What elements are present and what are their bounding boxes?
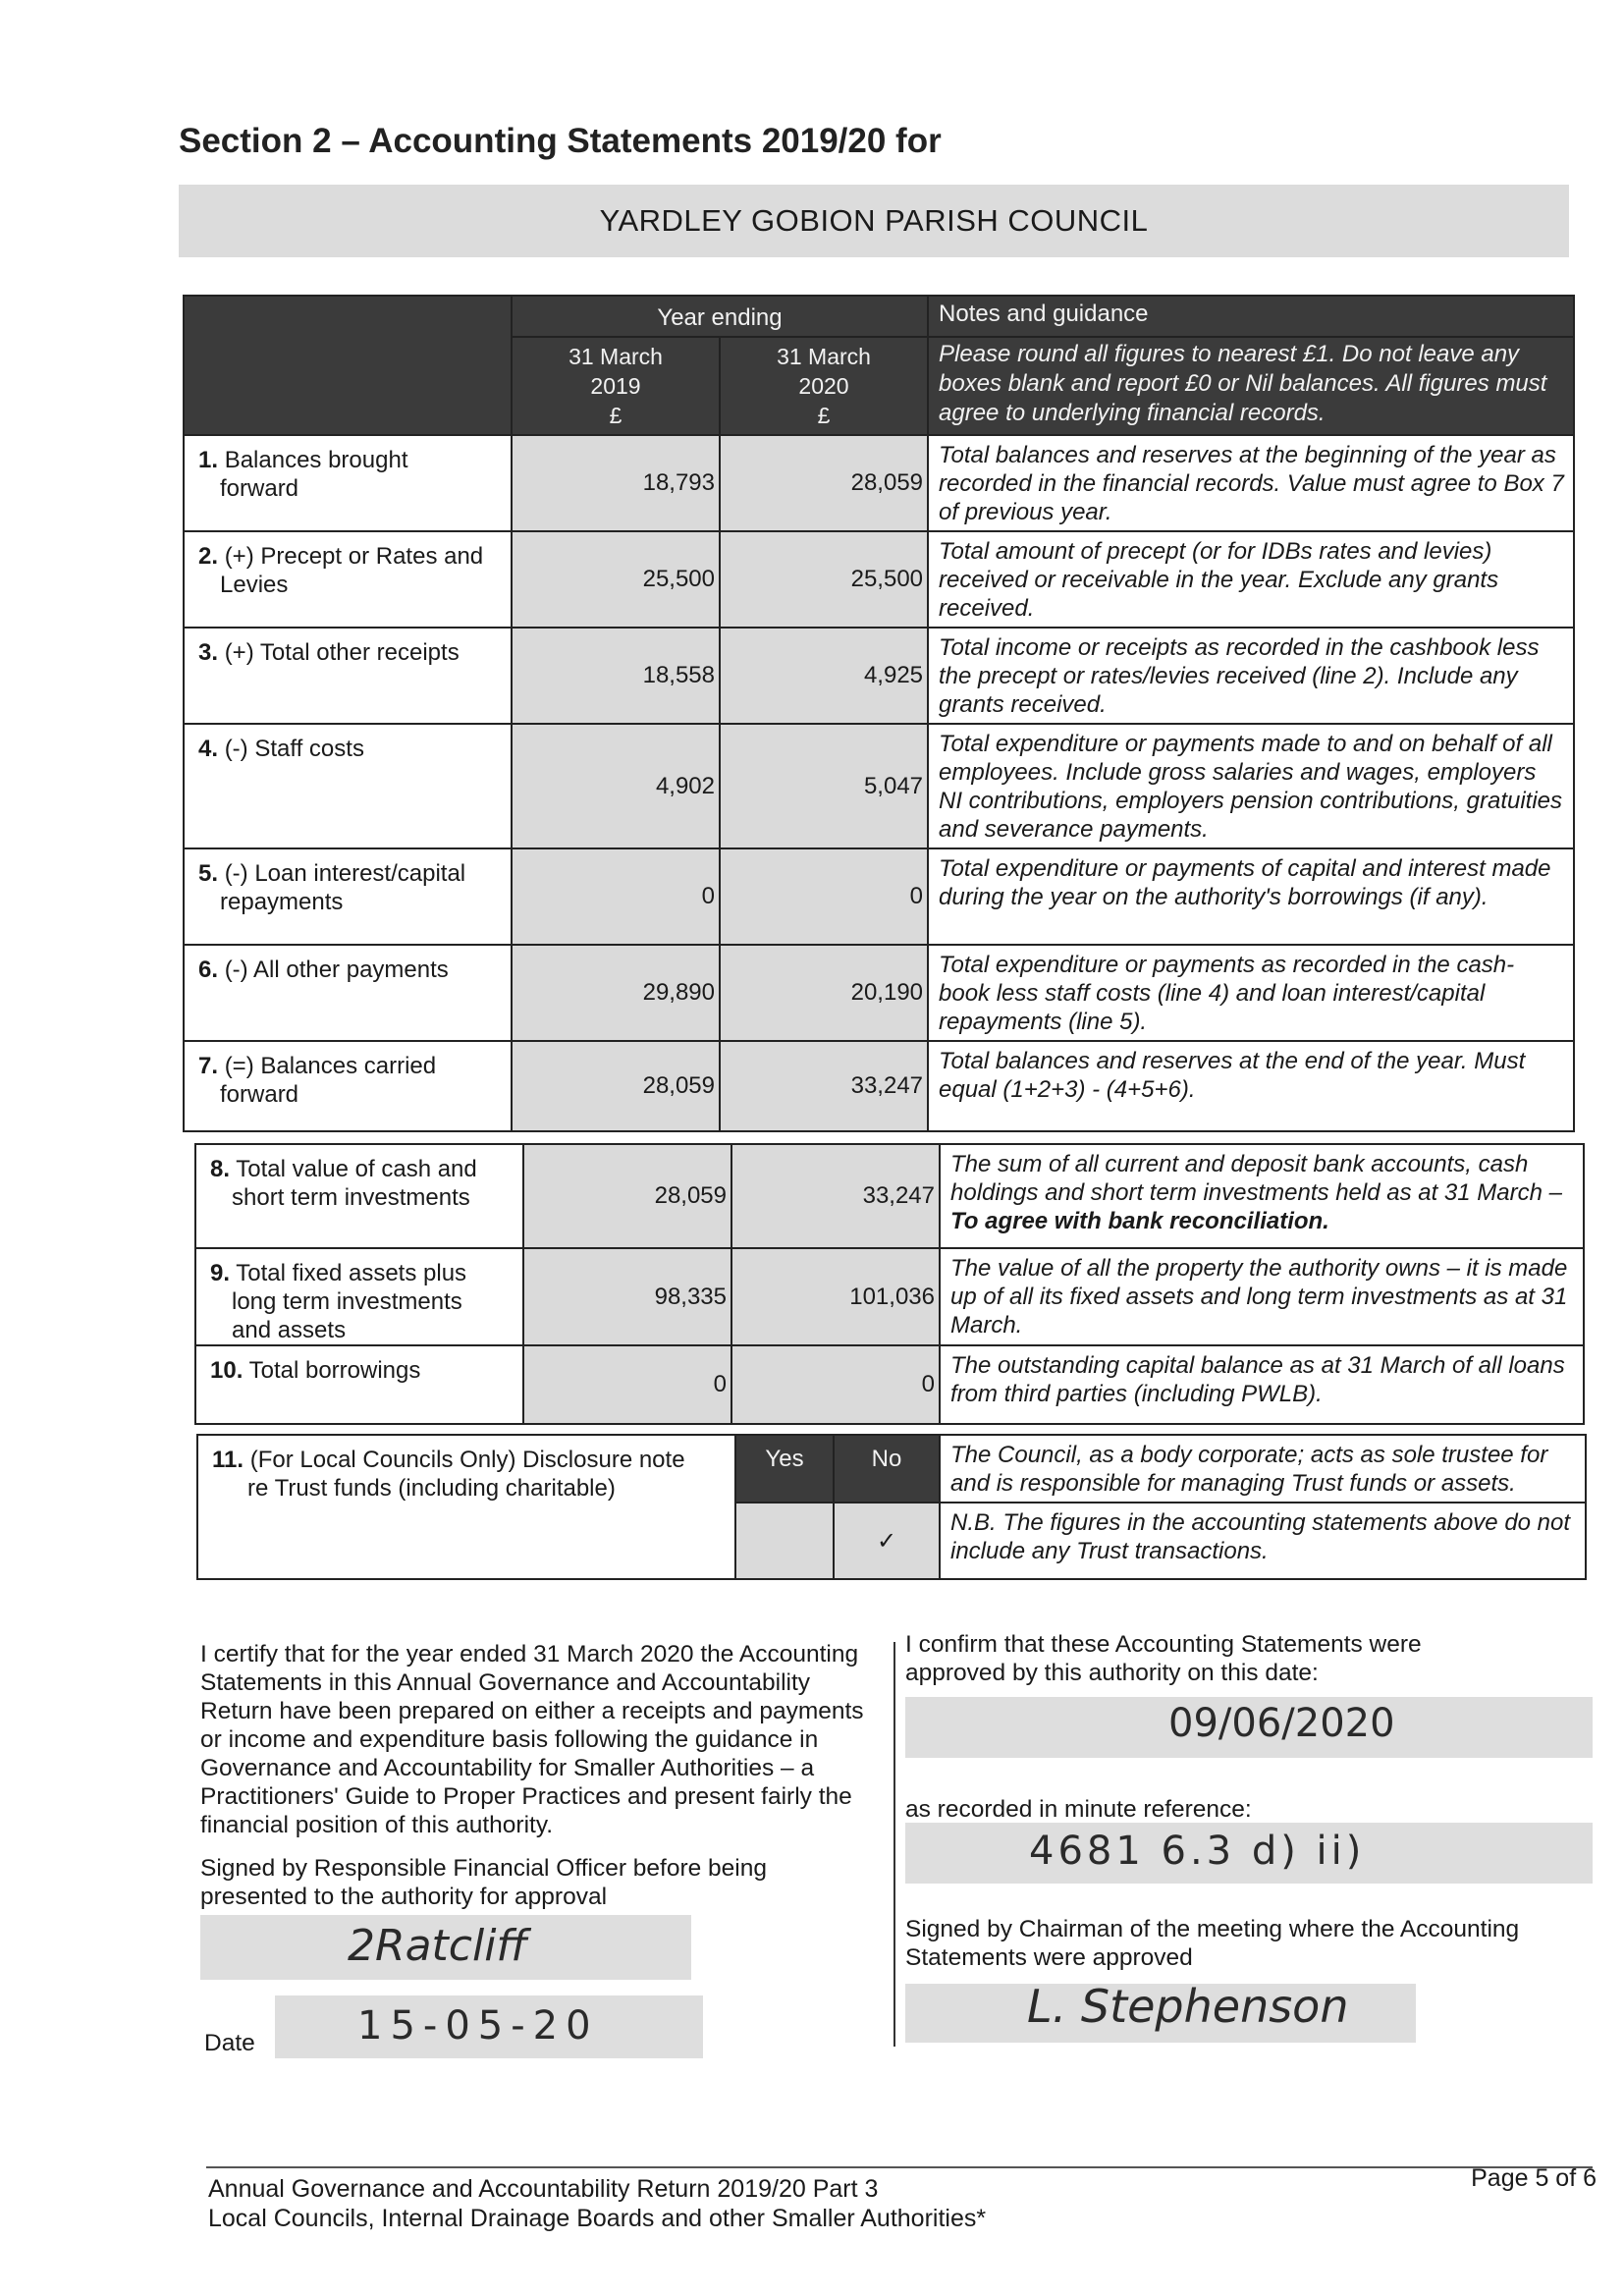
footer-line-1: Annual Governance and Accountability Return 2019/20 Part 3 [208,2175,879,2203]
table-row [195,1248,1584,1345]
row-label: 9. Total fixed assets plus long term investments and assets [195,1248,523,1345]
col-2020-header [720,337,928,435]
table-row [184,945,1574,1041]
approval-date-value: 09/06/2020 [1168,1701,1395,1746]
footer-text [208,2174,986,2233]
col-2020-line3: £ [817,403,831,428]
rfo-certification-text: I certify that for the year ended 31 March 2020 the Accounting Statements in this Annual Governance and Accountability Return have been prepared on either a receipts and payments or income and expenditure basis following the guidance in Governance and Accountability for Smaller Authorities – a Practitioners' Guide to Proper Practices and present fairly the financial position of this authority. [200,1641,864,1838]
row-label: 8. Total value of cash and short term investments [195,1144,523,1248]
table-row [184,435,1574,531]
rfo-signature-field[interactable] [200,1915,691,1980]
row-label: 6. (-) All other payments [184,945,512,1041]
row-note: The outstanding capital balance as at 31 March of all loans from third parties (including PWLB). [940,1345,1584,1424]
table-row [195,1144,1584,1248]
assets-table [194,1143,1585,1425]
value-2020: 25,500 [720,531,928,628]
row-note: The value of all the property the authority owns – it is made up of all its fixed assets and long term investments as at 31 March. [940,1248,1584,1345]
row-label: 2. (+) Precept or Rates and Levies [184,531,512,628]
no-checkbox[interactable] [834,1503,940,1579]
row-note: Total income or receipts as recorded in the cashbook less the precept or rates/levies received (line 2). Include any grants received. [928,628,1574,724]
header-blank-cell [184,296,512,435]
col-2019-line1: 31 March [568,344,663,369]
notes-guidance-header: Notes and guidance [928,296,1574,337]
page-number: Page 5 of 6 [1471,2164,1597,2192]
value-2019: 28,059 [523,1144,731,1248]
council-name: YARDLEY GOBION PARISH COUNCIL [599,203,1149,238]
approval-date-field[interactable] [905,1697,1593,1758]
council-name-field [179,185,1569,257]
trust-note-1: The Council, as a body corporate; acts as sole trustee for and is responsible for managing Trust funds or assets. [940,1435,1586,1503]
trust-label: 11. (For Local Councils Only) Disclosure note re Trust funds (including charitable) [197,1435,735,1579]
notes-guidance-text: Please round all figures to nearest £1. Do not leave any boxes blank and report £0 or Nil balances. All figures must agree to underlying financial records. [928,337,1574,435]
col-2020-line2: 2020 [798,373,849,399]
chair-signature-field[interactable] [905,1980,1416,2043]
row-note: Total expenditure or payments of capital and interest made during the year on the authority's borrowings (if any). [928,848,1574,945]
value-2020: 0 [720,848,928,945]
minute-reference-field[interactable] [905,1823,1593,1884]
row-label: 3. (+) Total other receipts [184,628,512,724]
col-2019-line3: £ [609,403,623,428]
rfo-date-value: 15-05-20 [357,2003,599,2049]
row-note: Total amount of precept (or for IDBs rates and levies) received or receivable in the year. Exclude any grants received. [928,531,1574,628]
row-note: Total balances and reserves at the end of the year. Must equal (1+2+3) - (4+5+6). [928,1041,1574,1131]
footer-rule [206,2166,1593,2168]
value-2019: 98,335 [523,1248,731,1345]
col-2020-line1: 31 March [777,344,871,369]
row-label: 7. (=) Balances carried forward [184,1041,512,1131]
yes-header: Yes [735,1435,834,1503]
rfo-date-field[interactable] [275,1995,703,2058]
table-row [184,628,1574,724]
no-header: No [834,1435,940,1503]
value-2019: 29,890 [512,945,720,1041]
date-label: Date [204,2030,255,2056]
page-title: Section 2 – Accounting Statements 2019/20 for [179,122,942,160]
trust-note-2: N.B. The figures in the accounting statements above do not include any Trust transactions. [940,1503,1586,1579]
value-2019: 0 [523,1345,731,1424]
row-note: Total expenditure or payments as recorded in the cash-book less staff costs (line 4) and loan interest/capital repayments (line 5). [928,945,1574,1041]
col-2019-line2: 2019 [590,373,641,399]
value-2020: 4,925 [720,628,928,724]
value-2020: 33,247 [720,1041,928,1131]
value-2019: 18,558 [512,628,720,724]
row-label: 10. Total borrowings [195,1345,523,1424]
rfo-signature: 2Ratcliff [348,1921,528,1971]
chair-signed-label: Signed by Chairman of the meeting where the Accounting Statements were approved [905,1916,1520,1971]
col-2019-header [512,337,720,435]
footer-line-2: Local Councils, Internal Drainage Boards and other Smaller Authorities* [208,2205,987,2232]
table-row [184,531,1574,628]
value-2019: 28,059 [512,1041,720,1131]
row-label: 4. (-) Staff costs [184,724,512,848]
value-2020: 28,059 [720,435,928,531]
year-ending-header: Year ending [512,296,928,337]
rfo-signed-label: Signed by Responsible Financial Officer before being presented to the authority for approval [200,1855,768,1910]
column-divider [893,1642,895,2047]
approval-confirmation-text: I confirm that these Accounting Statements were approved by this authority on this date: [905,1631,1422,1686]
table-row [195,1345,1584,1424]
row-note: The sum of all current and deposit bank accounts, cash holdings and short term investments held as at 31 March – To agree with bank reconciliation. [940,1144,1584,1248]
value-2020: 5,047 [720,724,928,848]
value-2020: 0 [731,1345,940,1424]
checkmark-icon: ✓ [876,1527,897,1555]
row-note: Total expenditure or payments made to and on behalf of all employees. Include gross salaries and wages, employers NI contributions, employers pension contributions, gratuities and severance payments. [928,724,1574,848]
value-2019: 4,902 [512,724,720,848]
value-2020: 20,190 [720,945,928,1041]
row-label: 5. (-) Loan interest/capital repayments [184,848,512,945]
yes-checkbox[interactable] [735,1503,834,1579]
table-row [184,724,1574,848]
minute-reference-label: as recorded in minute reference: [905,1796,1252,1823]
minute-reference-value: 4681 6.3 d) ii) [1029,1829,1366,1874]
value-2019: 18,793 [512,435,720,531]
trust-funds-table [196,1434,1587,1580]
value-2020: 33,247 [731,1144,940,1248]
value-2019: 0 [512,848,720,945]
row-note: Total balances and reserves at the beginning of the year as recorded in the financial records. Value must agree to Box 7 of previous year. [928,435,1574,531]
chair-signature: L. Stephenson [1027,1980,1349,2033]
value-2020: 101,036 [731,1248,940,1345]
value-2019: 25,500 [512,531,720,628]
table-row [184,848,1574,945]
table-row [184,1041,1574,1131]
accounting-statements-table [183,295,1575,1132]
row-label: 1. Balances brought forward [184,435,512,531]
